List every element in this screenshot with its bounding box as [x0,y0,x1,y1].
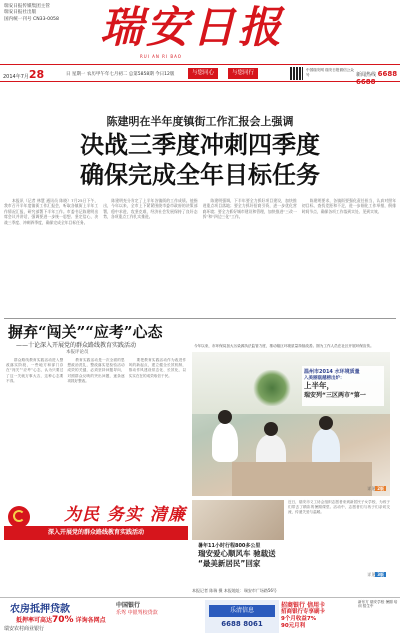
ad-info[interactable] [205,600,279,633]
photo-caption: 今年以来，市环保局加大污染源执法监管力度，推动辖区环境质量持续改善。图为工作人员在社区开展环保宣传。 [194,344,374,348]
masthead-info [4,4,94,23]
see-page-number: 3版 [377,572,384,577]
ad-bank-title: 中国银行 [116,602,141,609]
campaign-subtitle: 深入开展党的群众路线教育实践活动 [4,526,188,540]
campaign-banner [4,498,188,546]
see-page-link[interactable] [367,572,386,578]
brief-story [192,500,390,586]
editorial-column [129,358,186,496]
brief-headline [198,542,384,569]
person-head [319,416,333,430]
brief-headline-line [198,549,384,559]
ad-loan-rate-suffix: 详询各网点 [75,617,106,624]
qr-text: 中国瑞安网 瑞安日报微信公众号 [306,68,354,77]
photo-headline-line: 温州市2014 水环境质量 [304,369,360,375]
editorial-body [6,358,186,496]
campaign-slogan: 为民 务实 清廉 [64,505,186,525]
lead-paragraph: 陈建明强调，下半年要全力抓好项目建设，加快推进重点项目落地；要全力抓好招商引资，进一步优化营商环境；要全力抓好城市建设和管理，加快推进“三改一拆”和“四边三化”工作。 [202,198,297,220]
masthead-info-line: 瑞安日报传媒集团主管 [4,4,50,9]
editorial-column [6,358,63,496]
photo-headline-line: 入美丽瓯越榜出炉： [304,376,345,381]
date-prefix: 2014年7月 [3,74,29,80]
see-page-prefix: 详见 [367,572,376,577]
ad-loan-rate [2,615,114,625]
ad-info-label: 乐清信息 [209,605,275,617]
party-emblem-icon [8,506,30,528]
masthead [0,0,400,62]
lead-headline [0,130,400,190]
lead-headline-line: 决战三季度冲刺四季度 [80,130,320,159]
person-figure [212,422,238,462]
person-head [264,422,278,436]
slogan-tag-2: 与您同行 [228,68,258,79]
editorial-paragraph: 教育实践活动是一次全面的思想政治洗礼，整改落实是检验活动成效的关键，必须坚持问题导向，对照群众反映的突出问题，逐条逐项抓好整改。 [67,358,125,383]
photo-story [192,344,390,496]
newspaper-pinyin: RUI AN RI BAO [140,54,182,59]
lead-paragraph: 本报讯（记者 林慧 通讯员 陈晓）7月25日下午，我市召开半年度镇街工作汇报会，听取各镇街上半年工作情况汇报，研究部署下半年工作。市委书记陈建明出席会议并讲话，强调要进一步统一思想、坚定信心，决战三季度、冲刺四季度，确保完成全年目标任务。 [4,198,99,225]
date-day: 28 [28,68,45,81]
lead-body-column [302,198,396,316]
lead-body-column [4,198,98,316]
ad-loan-rate-value: 70% [52,615,74,625]
editorial-byline: 本报评论员 [66,350,89,355]
hotline [356,70,400,86]
editorial-paragraph: 要把教育实践活动作为改进作风的新起点，建立健全长效机制，推动作风建设常态化、长效化，以实实在在的成效取信于民。 [128,358,186,378]
masthead-info-line: 瑞安日报社出版 [4,10,37,16]
person-head [218,410,232,424]
photo-desk [232,462,372,496]
hotline-label: 新闻热线 [356,72,377,78]
lead-body-column [203,198,297,316]
newspaper-logo: 瑞安日报 [100,3,284,53]
ad-credit-card[interactable] [281,600,357,633]
ad-loan-title: 农房抵押贷款 [10,604,70,615]
see-page-number: 2版 [377,486,384,491]
issue-meta: 日 星期一 农历甲午年七月初二 总第5858期 今日12版 [66,72,175,77]
brief-headline-line: 暑年11小时行程800多公里 [198,543,261,549]
ad-card-line: 招商银行专享刷卡 [281,609,326,615]
lead-paragraph: 陈建明充分肯定了上半年各镇街的工作成绩。他指出，今年以来，全市上下紧紧围绕市委市政府的决策部署，稳中求进，攻坚克难，经济社会发展保持了良好态势，各项重点工作扎实推进。 [103,198,198,220]
plant-icon [252,370,292,406]
brief-headline-line: “最美新居民”回家 [198,559,261,568]
editorial-subtitle: ——十论深入开展党的群众路线教育实践活动 [16,342,137,349]
lead-paragraph: 陈建明要求，各镇街要强化责任担当，认真对照年初目标，查找差距和不足，进一步细化工作举措，倒排时间节点，确保各项工作落到实处、见到实效。 [301,198,396,214]
see-page-prefix: 详见 [367,486,376,491]
brief-text: 近日，瑞安市义工协会组织志愿者来到新居民子女学校，为孩子们带去了精彩的暑期课堂。活动中，志愿者们与孩子们亲切交流，传递关爱与温暖。 [288,500,390,515]
editorial-column [67,358,124,496]
hotline-number: 6688 6688 [356,70,398,86]
ad-card-line: 9个月收益7% [281,616,317,622]
ad-card-line: 90元月利 [281,623,306,629]
ad-bank-text: 乐驾 中银驾校贷款 [116,610,158,616]
ad-loan-rate-prefix: 抵押率可高达 [16,617,53,624]
issue-date [3,68,44,81]
date-bar [0,64,400,86]
ad-strip [0,597,400,634]
brief-headline-part: 驰载送 [253,549,276,558]
section-divider [4,318,396,319]
photo-headline-box [302,366,384,406]
photo-credit: 本报记者 陈瑞 摄 本报地址：瑞安市广场路56号 [192,588,277,593]
editorial-headline: 摒弃“闯关”“应考”心态 [8,323,163,341]
lead-headline-line: 确保完成全年目标任务 [80,160,320,189]
ad-info-phone: 6688 8061 [221,620,263,628]
ad-loan-bank: 瑞安农村商业银行 [4,626,45,632]
ad-school[interactable]: 新东方 瑞安学校 暑期 培训 招生中 [358,600,398,609]
masthead-info-line: 国内统一刊号 CN33-0058 [4,16,59,22]
photo-headline-line: 上半年， [304,381,334,390]
qr-code-icon [290,67,303,80]
lead-body [4,198,396,316]
ad-bank[interactable] [116,600,204,633]
ad-loan[interactable] [2,600,114,633]
photo-headline-line: 瑞安列“三区两市”第一 [304,392,366,399]
brief-photo [192,500,284,540]
ad-card-title: 招商银行 信用卡 [281,602,326,609]
editorial-paragraph: 群众路线教育实践活动进入整改落实阶段，一些地方和部门存在“闯关”“应考”心态，认为只要过了这一关就万事大吉，这种心态要不得。 [6,358,64,383]
lead-body-column [103,198,197,316]
lead-kicker: 陈建明在半年度镇街工作汇报会上强调 [106,115,294,128]
brief-headline-part: 瑞安爱心顺风车 [198,549,251,558]
slogan-tag-1: 与您同心 [188,68,218,79]
see-page-link[interactable] [367,486,386,492]
